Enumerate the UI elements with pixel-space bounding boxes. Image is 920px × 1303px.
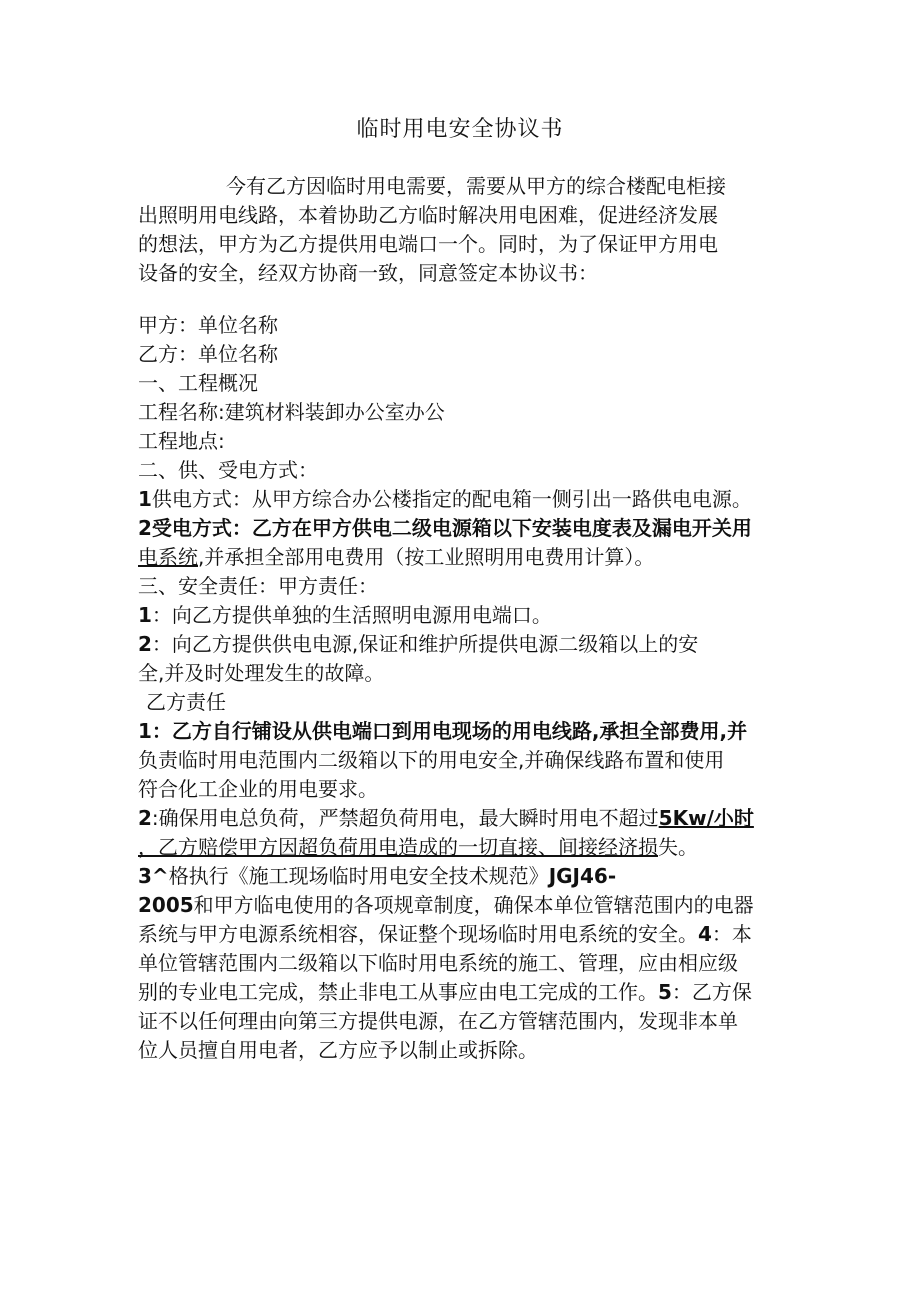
b-resp-item-1-line-2: 负责临时用电范围内二级箱以下的用电安全,并确保线路布置和使用	[138, 748, 725, 772]
item-number: 3^	[138, 864, 169, 888]
item-text: 受电方式：乙方在甲方供电二级电源箱以下安装电度表及漏电开关用	[151, 516, 752, 540]
item-number: 2	[138, 516, 152, 540]
underlined-text: ，乙方赔偿甲方因超负荷用电造成的一切直接、间接经济损	[138, 835, 658, 859]
b-resp-item-5-line-2: 证不以任何理由向第三方提供电源，在乙方管辖范围内，发现非本单	[138, 1009, 738, 1033]
item-text: 失。	[658, 835, 698, 859]
item-text: ,并承担全部用电费用（按工业照明用电费用计算）。	[198, 545, 655, 569]
document-title: 临时用电安全协议书	[356, 117, 564, 142]
section-3-heading: 三、安全责任：甲方责任：	[138, 574, 378, 598]
item-number: 2	[138, 632, 152, 656]
b-resp-item-3-line-1	[138, 862, 788, 891]
a-resp-item-1	[138, 601, 788, 630]
item-number: 4	[698, 922, 712, 946]
item-number: 2	[138, 806, 152, 830]
item-text: 和甲方临电使用的各项规章制度，确保本单位管辖范围内的电器	[193, 893, 754, 917]
b-resp-item-3-line-3	[138, 920, 788, 949]
supply-item-1	[138, 485, 788, 514]
standard-year: 2005	[138, 893, 194, 917]
b-resp-item-3-line-2	[138, 891, 788, 920]
a-resp-item-2-line-2: 全,并及时处理发生的故障。	[138, 661, 385, 685]
item-text: 系统与甲方电源系统相容，保证整个现场临时用电系统的安全。	[138, 922, 698, 946]
b-resp-item-2-line-2	[138, 833, 788, 862]
b-resp-item-5-line-3: 位人员擅自用电者，乙方应予以制止或拆除。	[138, 1038, 538, 1062]
supply-item-2-line-1	[138, 514, 788, 543]
item-text: ：乙方自行铺设从供电端口到用电现场的用电线路,承担全部费用,并	[151, 719, 748, 743]
item-number: 1	[138, 719, 152, 743]
item-number: 1	[138, 487, 152, 511]
b-resp-item-4-line-3	[138, 978, 788, 1007]
intro-line-4: 设备的安全，经双方协商一致，同意签定本协议书：	[138, 261, 598, 285]
item-text: 别的专业电工完成，禁止非电工从事应由电工完成的工作。	[138, 980, 658, 1004]
item-number: 1	[138, 603, 152, 627]
item-text: :确保用电总负荷，严禁超负荷用电，最大瞬时用电不超过	[151, 806, 659, 830]
party-b-line: 乙方：单位名称	[138, 342, 278, 366]
item-number: 5	[658, 980, 672, 1004]
item-text: 供电方式：从甲方综合办公楼指定的配电箱一侧引出一路供电电源。	[151, 487, 752, 511]
section-2-heading: 二、供、受电方式：	[138, 458, 318, 482]
supply-item-2-line-2	[138, 543, 788, 572]
project-site-line: 工程地点:	[138, 429, 225, 453]
b-resp-item-1-line-1	[138, 717, 788, 746]
item-text: ：乙方保	[671, 980, 752, 1004]
item-text: ：本	[711, 922, 752, 946]
intro-line-1: 今有乙方因临时用电需要，需要从甲方的综合楼配电柜接	[226, 174, 726, 198]
item-text: ：向乙方提供单独的生活照明电源用电端口。	[151, 603, 552, 627]
b-resp-item-1-line-3: 符合化工企业的用电要求。	[138, 777, 378, 801]
underlined-text: 电系统	[138, 545, 198, 569]
power-limit: 5Kw/小时	[658, 806, 754, 830]
a-resp-item-2-line-1	[138, 630, 788, 659]
project-name-line: 工程名称:建筑材料装卸办公室办公	[138, 400, 445, 424]
section-1-heading: 一、工程概况	[138, 371, 258, 395]
b-resp-item-2-line-1	[138, 804, 788, 833]
b-resp-heading: 乙方责任	[146, 690, 226, 714]
item-text: 格执行《施工现场临时用电安全技术规范》	[168, 864, 549, 888]
item-text: ：向乙方提供供电电源,保证和维护所提供电源二级箱以上的安	[151, 632, 699, 656]
b-resp-item-4-line-2: 单位管辖范围内二级箱以下临时用电系统的施工、管理，应由相应级	[138, 951, 738, 975]
party-a-line: 甲方：单位名称	[138, 313, 278, 337]
intro-line-3: 的想法，甲方为乙方提供用电端口一个。同时，为了保证甲方用电	[138, 232, 718, 256]
standard-code: JGJ46-	[548, 864, 617, 888]
intro-line-2: 出照明用电线路，本着协助乙方临时解决用电困难，促进经济发展	[138, 203, 718, 227]
